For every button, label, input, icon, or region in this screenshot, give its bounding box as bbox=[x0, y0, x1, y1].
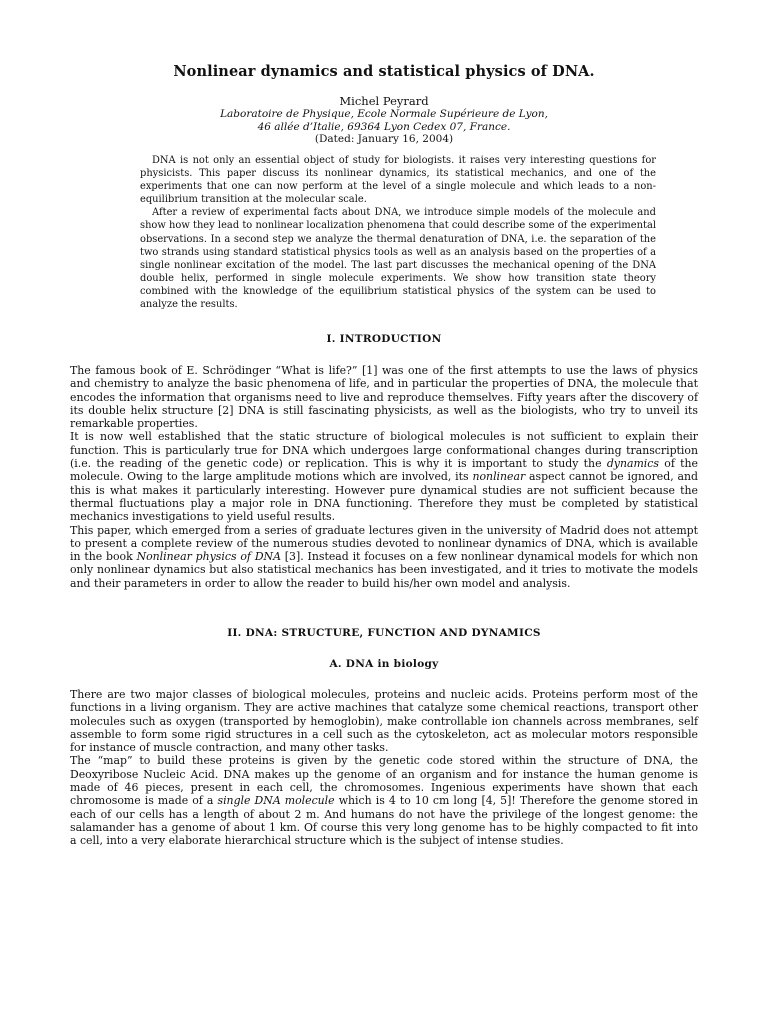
date-line: (Dated: January 16, 2004) bbox=[314, 133, 454, 145]
text-run: of the molecule. Owing to the large amplitude motions which are involved, its bbox=[70, 457, 698, 484]
intro-paragraph-3 bbox=[70, 524, 698, 590]
intro-paragraph-1: The famous book of E. Schrödinger “What is life?” [1] was one of the first attempts to use the laws of physics and chemistry to analyze the basic phenomena of life, and in particular the properties of DNA, the molecule that encodes the information that organisms need to live and reproduce themselves. Fifty years after the discovery of its double helix structure [2] DNA is still fascinating physicists, as well as the biologists, who try to unveil its remarkable properties. bbox=[70, 364, 698, 431]
emphasis-dynamics: dynamics bbox=[606, 457, 659, 471]
emphasis-nonlinear: nonlinear bbox=[472, 470, 526, 484]
biology-paragraph-1: There are two major classes of biological molecules, proteins and nucleic acids. Proteins perform most of the functions in a living organism. They are active machines that catalyze some chemical reactions, transport other molecules such as oxygen (transported by hemoglobin), make controllable ion channels across membranes, self assemble to form some rigid structures in a cell such as the cytoskeleton, act as molecular motors responsible for instance of muscle contraction, and many other tasks. bbox=[70, 688, 698, 755]
affiliation-line-2: 46 allée d’Italie, 69364 Lyon Cedex 07, France. bbox=[257, 121, 511, 133]
text-run: aspect cannot be ignored, and this is what makes it particularly interesting. However pure dynamical studies are not sufficient because the thermal fluctuations play a major role in DNA functioning. Therefore they must be completed by statistical mechanics investigations to yield useful results. bbox=[70, 470, 698, 524]
abstract-paragraph-2: After a review of experimental facts about DNA, we introduce simple models of the molecule and show how they lead to nonlinear localization phenomena that could describe some of the experimental observations. In a second step we analyze the thermal denaturation of DNA, i.e. the separation of the two strands using standard statistical physics tools as well as an analysis based on the properties of a single nonlinear excitation of the model. The last part discusses the mechanical opening of the DNA double helix, performed in single molecule experiments. We show how transition state theory combined with the knowledge of the equilibrium statistical physics of the system can be used to analyze the results. bbox=[140, 207, 656, 311]
introduction-body bbox=[70, 364, 698, 590]
section-heading-dna-structure: II. DNA: STRUCTURE, FUNCTION AND DYNAMICS bbox=[227, 627, 541, 639]
author-name: Michel Peyrard bbox=[339, 94, 429, 108]
emphasis-single-dna-molecule: single DNA molecule bbox=[217, 794, 335, 808]
biology-paragraph-2 bbox=[70, 754, 698, 847]
paper-title: Nonlinear dynamics and statistical physics of DNA. bbox=[173, 63, 595, 80]
subsection-heading-dna-in-biology: A. DNA in biology bbox=[329, 658, 439, 670]
affiliation bbox=[0, 108, 768, 134]
affiliation-line-1: Laboratoire de Physique, Ecole Normale Supérieure de Lyon, bbox=[220, 108, 548, 120]
text-run: The “map” to build these proteins is given by the genetic code stored within the structure of DNA, the Deoxyribose Nucleic Acid. DNA makes up the genome of an organism and for instance the human genome is made of 46 pieces, present in each cell, the chromosomes. Ingenious experiments have shown that each chromosome is made of a bbox=[70, 754, 698, 808]
text-run: It is now well established that the static structure of biological molecules is not sufficient to explain their function. This is particularly true for DNA which undergoes large conformational changes during transcription (i.e. the reading of the genetic code) or replication. This is why it is important to study the bbox=[70, 430, 698, 471]
text-run: which is 4 to 10 cm long [4, 5]! Therefore the genome stored in each of our cells has a length of about 2 m. And humans do not have the privilege of the longest genome: the salamander has a genome of about 1 km. Of course this very long genome has to be highly compacted to fit into a cell, into a very elaborate hierarchical structure which is the subject of intense studies. bbox=[70, 794, 698, 848]
emphasis-book-title: Nonlinear physics of DNA bbox=[136, 550, 281, 564]
text-run: [3]. Instead it focuses on a few nonlinear dynamical models for which non only nonlinear dynamics but also statistical mechanics has been investigated, and it tries to motivate the models and their parameters in order to allow the reader to build his/her own model and analysis. bbox=[70, 550, 698, 590]
abstract bbox=[140, 154, 656, 311]
abstract-paragraph-1: DNA is not only an essential object of study for biologists. it raises very interesting questions for physicists. This paper discuss its nonlinear dynamics, its statistical mechanics, and one of the experiments that one can now perform at the level of a single molecule and which leads to a non-equilibrium transition at the molecular scale. bbox=[140, 155, 656, 206]
section-heading-introduction: I. INTRODUCTION bbox=[326, 333, 442, 345]
intro-paragraph-2 bbox=[70, 430, 698, 523]
text-run: This paper, which emerged from a series of graduate lectures given in the university of Madrid does not attempt to present a complete review of the numerous studies devoted to nonlinear dynamics of DNA, which is available in the book bbox=[70, 523, 698, 564]
dna-biology-body bbox=[70, 688, 698, 848]
